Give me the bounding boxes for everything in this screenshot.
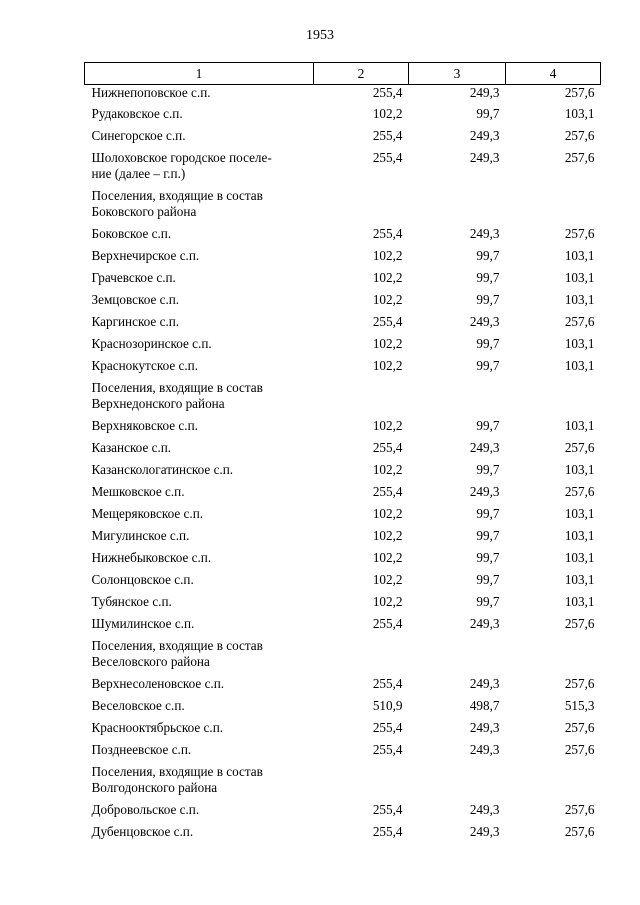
settlement-name: Добровольское с.п.: [91, 802, 200, 817]
settlement-name: Земцовское с.п.: [91, 292, 180, 307]
table-row: [85, 418, 601, 440]
value-col3: 498,7: [469, 698, 500, 713]
heading-line-1: Поселения, входящие в состав: [91, 188, 263, 203]
settlement-name: Нижнепоповское с.п.: [91, 85, 211, 100]
value-col2: 255,4: [372, 802, 403, 817]
value-col4: 103,1: [564, 248, 595, 263]
settlement-name: Веселовское с.п.: [91, 698, 185, 713]
value-col2: 102,2: [372, 292, 403, 307]
table-row: [85, 506, 601, 528]
table-row: [85, 698, 601, 720]
table-row: [85, 802, 601, 824]
value-col3: 99,7: [476, 550, 500, 565]
district-heading-row: [85, 638, 601, 676]
table-row: [85, 128, 601, 150]
heading-line-2: Боковского района: [91, 204, 197, 219]
value-col4: 257,6: [564, 616, 595, 631]
settlements-table: [84, 62, 601, 846]
table-row: [85, 150, 601, 188]
name-line-2: ние (далее – г.п.): [91, 166, 186, 181]
value-col4: 257,6: [564, 150, 595, 165]
table-row: [85, 616, 601, 638]
value-col3: 99,7: [476, 358, 500, 373]
value-col3: 99,7: [476, 270, 500, 285]
value-col2: 102,2: [372, 594, 403, 609]
value-col3: 249,3: [469, 802, 500, 817]
value-col3: 249,3: [469, 128, 500, 143]
value-col3: 249,3: [469, 314, 500, 329]
value-col2: 102,2: [372, 270, 403, 285]
value-col2: 255,4: [372, 85, 403, 100]
table-row: [85, 824, 601, 846]
value-col4: 257,6: [564, 314, 595, 329]
heading-line-2: Веселовского района: [91, 654, 210, 669]
value-col3: 249,3: [469, 226, 500, 241]
district-heading: [85, 764, 314, 802]
value-col4: 103,1: [564, 572, 595, 587]
value-col2: 102,2: [372, 106, 403, 121]
value-col3: 249,3: [469, 85, 500, 100]
table-row: [85, 594, 601, 616]
value-col2: 255,4: [372, 314, 403, 329]
column-header-3: 3: [409, 63, 506, 85]
value-col2: 102,2: [372, 248, 403, 263]
table-row: [85, 462, 601, 484]
settlement-name: Шумилинское с.п.: [91, 616, 195, 631]
district-heading-row: [85, 764, 601, 802]
heading-line-1: Поселения, входящие в состав: [91, 764, 263, 779]
value-col4: 103,1: [564, 462, 595, 477]
value-col2: 510,9: [372, 698, 403, 713]
table-row: [85, 742, 601, 764]
value-col4: 103,1: [564, 358, 595, 373]
name-line-1: Шолоховское городское поселе-: [91, 150, 272, 165]
value-col3: 99,7: [476, 572, 500, 587]
value-col4: 103,1: [564, 270, 595, 285]
table-row: [85, 106, 601, 128]
settlement-name: Нижнебыковское с.п.: [91, 550, 212, 565]
settlement-name: Дубенцовское с.п.: [91, 824, 194, 839]
settlement-name: Мешковское с.п.: [91, 484, 185, 499]
table-row: [85, 550, 601, 572]
value-col3: [409, 638, 506, 676]
value-col3: 249,3: [469, 720, 500, 735]
value-col4: 257,6: [564, 226, 595, 241]
value-col2: [314, 188, 409, 226]
settlement-name: Верхнесоленовское с.п.: [91, 676, 225, 691]
table-header: [85, 63, 601, 85]
settlement-name: Казанское с.п.: [91, 440, 172, 455]
settlement-name: Рудаковское с.п.: [91, 106, 183, 121]
settlement-name: Мещеряковское с.п.: [91, 506, 204, 521]
settlement-name: Мигулинское с.п.: [91, 528, 190, 543]
value-col4: 103,1: [564, 292, 595, 307]
value-col4: 103,1: [564, 594, 595, 609]
settlement-name: Краснозоринское с.п.: [91, 336, 212, 351]
table-row: [85, 440, 601, 462]
value-col2: 255,4: [372, 676, 403, 691]
value-col4: 257,6: [564, 802, 595, 817]
value-col4: [506, 638, 601, 676]
value-col2: 255,4: [372, 720, 403, 735]
settlement-name: Тубянское с.п.: [91, 594, 172, 609]
value-col4: 103,1: [564, 336, 595, 351]
value-col2: 255,4: [372, 824, 403, 839]
value-col2: [314, 638, 409, 676]
table-row: [85, 314, 601, 336]
settlement-name: Синегорское с.п.: [91, 128, 186, 143]
value-col2: 102,2: [372, 528, 403, 543]
column-header-2: 2: [314, 63, 409, 85]
value-col2: 255,4: [372, 742, 403, 757]
value-col4: [506, 380, 601, 418]
value-col3: 99,7: [476, 506, 500, 521]
value-col3: 249,3: [469, 742, 500, 757]
value-col4: 257,6: [564, 720, 595, 735]
table-row: [85, 572, 601, 594]
table-row: [85, 226, 601, 248]
value-col2: [314, 764, 409, 802]
value-col3: [409, 764, 506, 802]
value-col3: 249,3: [469, 150, 500, 165]
page-number: 1953: [306, 28, 334, 43]
value-col2: 255,4: [372, 226, 403, 241]
value-col3: 249,3: [469, 440, 500, 455]
value-col3: 99,7: [476, 462, 500, 477]
heading-line-1: Поселения, входящие в состав: [91, 638, 263, 653]
value-col2: 255,4: [372, 616, 403, 631]
value-col4: 257,6: [564, 128, 595, 143]
value-col2: 255,4: [372, 128, 403, 143]
value-col4: 257,6: [564, 440, 595, 455]
settlement-name: Позднеевское с.п.: [91, 742, 192, 757]
table-row: [85, 85, 601, 107]
value-col4: 257,6: [564, 85, 595, 100]
table-row: [85, 720, 601, 742]
value-col4: [506, 764, 601, 802]
settlement-name: Краснокутское с.п.: [91, 358, 198, 373]
table-row: [85, 484, 601, 506]
district-heading: [85, 638, 314, 676]
district-heading-row: [85, 380, 601, 418]
heading-line-2: Волгодонского района: [91, 780, 218, 795]
column-header-1: 1: [85, 63, 314, 85]
value-col3: [409, 380, 506, 418]
heading-line-2: Верхнедонского района: [91, 396, 225, 411]
value-col4: 103,1: [564, 528, 595, 543]
value-col3: 99,7: [476, 418, 500, 433]
value-col4: 257,6: [564, 742, 595, 757]
column-header-4: 4: [506, 63, 601, 85]
value-col3: 99,7: [476, 248, 500, 263]
settlement-name: Боковское с.п.: [91, 226, 172, 241]
value-col2: 102,2: [372, 462, 403, 477]
value-col3: 99,7: [476, 292, 500, 307]
value-col4: 103,1: [564, 106, 595, 121]
value-col3: 249,3: [469, 676, 500, 691]
value-col2: 102,2: [372, 336, 403, 351]
value-col3: 99,7: [476, 106, 500, 121]
table-row: [85, 676, 601, 698]
value-col4: 103,1: [564, 506, 595, 521]
table-row: [85, 248, 601, 270]
table-row: [85, 292, 601, 314]
settlement-name: Грачевское с.п.: [91, 270, 176, 285]
value-col4: 103,1: [564, 550, 595, 565]
settlement-name: [85, 150, 314, 188]
value-col4: [506, 188, 601, 226]
value-col4: 257,6: [564, 676, 595, 691]
value-col2: 102,2: [372, 506, 403, 521]
value-col2: 255,4: [372, 484, 403, 499]
value-col4: 515,3: [564, 698, 595, 713]
table-row: [85, 270, 601, 292]
settlement-name: Верхнечирское с.п.: [91, 248, 200, 263]
district-heading-row: [85, 188, 601, 226]
value-col3: [409, 188, 506, 226]
district-heading: [85, 188, 314, 226]
value-col4: 103,1: [564, 418, 595, 433]
value-col3: 99,7: [476, 528, 500, 543]
settlement-name: Краснооктябрьское с.п.: [91, 720, 224, 735]
settlement-name: Солонцовское с.п.: [91, 572, 194, 587]
table-row: [85, 336, 601, 358]
value-col3: 99,7: [476, 594, 500, 609]
table-row: [85, 358, 601, 380]
value-col4: 257,6: [564, 824, 595, 839]
header-row: [85, 63, 601, 85]
settlement-name: Верхняковское с.п.: [91, 418, 198, 433]
value-col2: 102,2: [372, 358, 403, 373]
value-col2: 102,2: [372, 550, 403, 565]
value-col3: 99,7: [476, 336, 500, 351]
value-col3: 249,3: [469, 484, 500, 499]
heading-line-1: Поселения, входящие в состав: [91, 380, 263, 395]
value-col4: 257,6: [564, 484, 595, 499]
value-col3: 249,3: [469, 824, 500, 839]
settlement-name: Казанскологатинское с.п.: [91, 462, 234, 477]
value-col2: 102,2: [372, 572, 403, 587]
value-col3: 249,3: [469, 616, 500, 631]
value-col2: 102,2: [372, 418, 403, 433]
table-body: [85, 85, 601, 847]
district-heading: [85, 380, 314, 418]
value-col2: 255,4: [372, 150, 403, 165]
table-row: [85, 528, 601, 550]
settlement-name: Каргинское с.п.: [91, 314, 180, 329]
value-col2: [314, 380, 409, 418]
value-col2: 255,4: [372, 440, 403, 455]
